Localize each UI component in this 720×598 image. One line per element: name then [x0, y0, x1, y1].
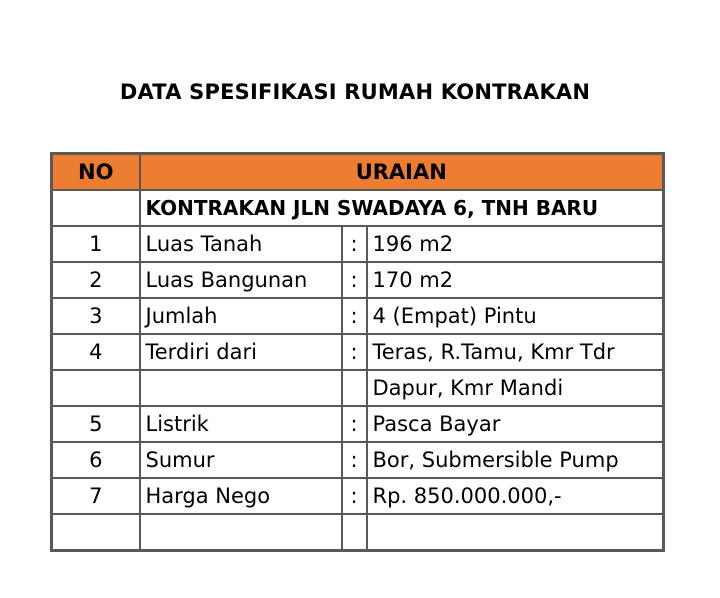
row-separator: :: [342, 226, 367, 262]
row-value: 4 (Empat) Pintu: [367, 298, 664, 334]
row-value: Teras, R.Tamu, Kmr Tdr: [367, 334, 664, 370]
table-row: [52, 478, 664, 514]
row-label: Sumur: [140, 442, 342, 478]
row-label: Luas Tanah: [140, 226, 342, 262]
row-label: Jumlah: [140, 298, 342, 334]
row-label: Harga Nego: [140, 478, 342, 514]
row-value: 196 m2: [367, 226, 664, 262]
table-row: [52, 262, 664, 298]
row-number: [52, 370, 140, 406]
row-value: Pasca Bayar: [367, 406, 664, 442]
specification-table: [50, 152, 665, 552]
table-header-row: [52, 154, 664, 191]
header-uraian: URAIAN: [140, 154, 664, 191]
row-separator: :: [342, 334, 367, 370]
row-value: Bor, Submersible Pump: [367, 442, 664, 478]
row-label: [140, 370, 342, 406]
row-value: Rp. 850.000.000,-: [367, 478, 664, 514]
row-separator: :: [342, 478, 367, 514]
row-label: Terdiri dari: [140, 334, 342, 370]
row-value: 170 m2: [367, 262, 664, 298]
table-row: [52, 406, 664, 442]
table-cell-no: [52, 190, 140, 226]
row-number: 3: [52, 298, 140, 334]
row-value: Dapur, Kmr Mandi: [367, 370, 664, 406]
row-label: Listrik: [140, 406, 342, 442]
row-separator: [342, 370, 367, 406]
row-number: 6: [52, 442, 140, 478]
row-value: [367, 514, 664, 551]
row-number: 5: [52, 406, 140, 442]
row-separator: :: [342, 262, 367, 298]
row-separator: :: [342, 442, 367, 478]
row-label: Luas Bangunan: [140, 262, 342, 298]
table-row: [52, 298, 664, 334]
property-name: KONTRAKAN JLN SWADAYA 6, TNH BARU: [140, 190, 664, 226]
row-number: 7: [52, 478, 140, 514]
row-number: 1: [52, 226, 140, 262]
row-label: [140, 514, 342, 551]
property-name-row: [52, 190, 664, 226]
table-row: [52, 514, 664, 551]
table-row: [52, 370, 664, 406]
row-separator: [342, 514, 367, 551]
page-title: DATA SPESIFIKASI RUMAH KONTRAKAN: [119, 80, 591, 104]
table-row: [52, 442, 664, 478]
row-separator: :: [342, 406, 367, 442]
row-number: 4: [52, 334, 140, 370]
row-number: [52, 514, 140, 551]
row-separator: :: [342, 298, 367, 334]
table-row: [52, 334, 664, 370]
table-row: [52, 226, 664, 262]
header-no: NO: [52, 154, 140, 191]
row-number: 2: [52, 262, 140, 298]
